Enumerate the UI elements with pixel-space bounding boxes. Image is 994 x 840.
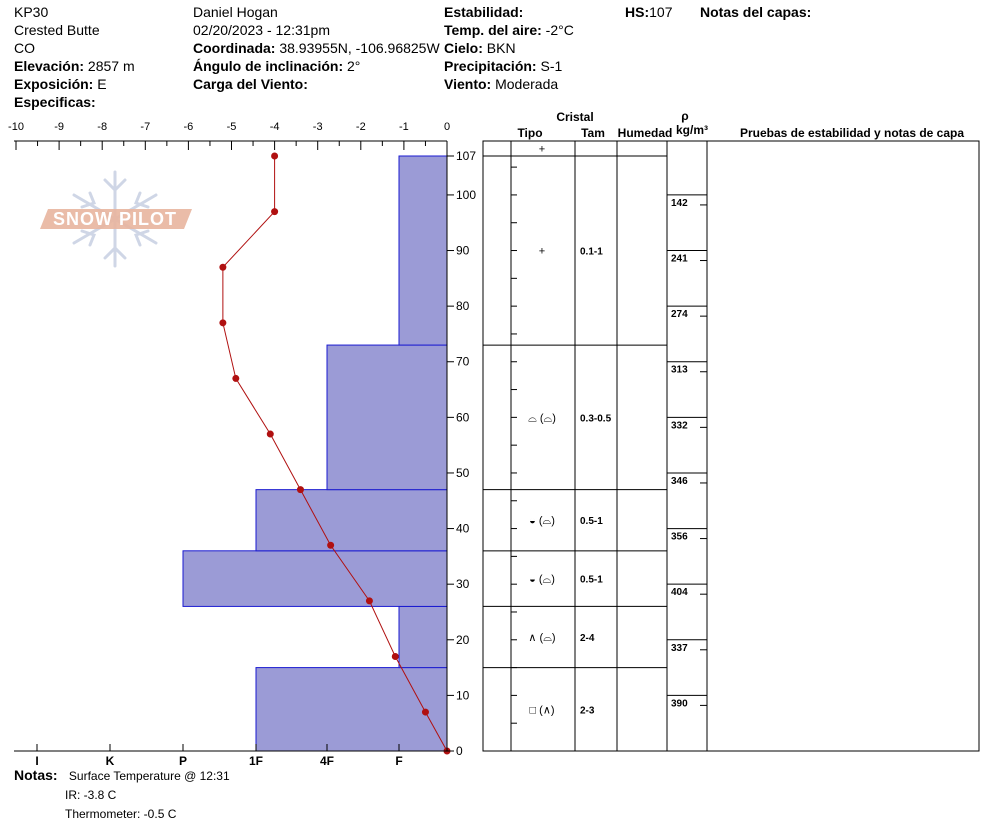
observer: Daniel Hogan (193, 4, 278, 20)
sky-label: Cielo: (444, 40, 483, 56)
density-value-3: 313 (671, 364, 688, 376)
stability-label: Estabilidad: (444, 4, 524, 20)
hardness-tick-label-0: I (35, 754, 39, 768)
hardness-bar-2 (183, 551, 447, 607)
hardness-tick-label-5: F (395, 754, 403, 768)
type-header: Tipo (517, 126, 543, 140)
height-tick-label-8: 80 (456, 299, 470, 314)
layer-size-2: 0.3-0.5 (580, 413, 612, 425)
slope-value: 2° (347, 58, 361, 74)
density-value-8: 337 (671, 642, 688, 654)
temp-tick-label-3: -7 (140, 121, 151, 133)
temp-tick-label-2: -8 (97, 121, 108, 133)
notes-line-2: IR: -3.8 C (65, 788, 117, 802)
notes-line-3: Thermometer: -0.5 C (65, 807, 177, 821)
density-value-7: 404 (671, 587, 688, 599)
temperature-point-4 (232, 375, 239, 382)
elevation-label: Elevación: (14, 58, 85, 74)
wind-value: Moderada (495, 76, 559, 92)
location: Crested Butte (14, 22, 100, 38)
slope-label: Ángulo de inclinación: (193, 58, 344, 74)
temp-tick-label-8: -2 (355, 121, 366, 133)
layer-type-1: + (538, 245, 546, 258)
temperature-point-3 (219, 319, 226, 326)
density-value-9: 390 (671, 698, 688, 710)
specifics-label: Especificas: (14, 94, 96, 110)
layer-type-5: ∧ (⌓) (528, 632, 556, 645)
temperature-point-1 (271, 208, 278, 215)
hardness-tick-label-2: P (178, 754, 188, 768)
hardness-bar-0 (256, 668, 447, 751)
sky-value: BKN (486, 40, 516, 56)
state: CO (14, 40, 35, 56)
density-value-1: 241 (671, 253, 688, 265)
hs-label: HS: (625, 4, 650, 20)
temp-tick-label-10: 0 (443, 121, 451, 133)
hardness-bar-4 (327, 345, 447, 490)
snowpilot-logo (40, 172, 192, 266)
density-value-0: 142 (671, 197, 688, 209)
datetime: 02/20/2023 - 12:31pm (193, 22, 330, 38)
moisture-header: Humedad (617, 126, 673, 140)
hardness-bar-1 (399, 606, 447, 667)
hardness-tick-label-3: 1F (248, 754, 264, 768)
hardness-bar-3 (256, 490, 447, 551)
temperature-point-5 (267, 431, 274, 438)
hardness-tick-label-4: 4F (319, 754, 335, 768)
height-tick-label-2: 20 (456, 632, 470, 647)
height-tick-label-3: 30 (456, 577, 470, 592)
height-tick-label-1: 10 (456, 688, 470, 703)
temp-tick-label-6: -4 (269, 121, 280, 133)
layer-type-4: ◒ (⌓) (529, 573, 555, 586)
temp-tick-label-1: -9 (54, 121, 64, 133)
height-tick-label-11: 107 (456, 149, 477, 163)
temperature-point-8 (366, 597, 373, 604)
layer-size-4: 0.5-1 (580, 574, 603, 586)
air-temp-label: Temp. del aire: (444, 22, 542, 38)
hs-value: 107 (649, 4, 673, 20)
logo-text: SNOW PILOT (53, 209, 177, 229)
layer-type-2: ⌓ (⌓) (528, 412, 556, 425)
wind-loading-label: Carga del Viento: (193, 76, 308, 92)
density-value-2: 274 (671, 309, 688, 321)
density-value-4: 332 (671, 420, 688, 432)
precip-value: S-1 (540, 58, 563, 74)
density-symbol: ρ (681, 109, 689, 123)
layer-type-3: ◒ (⌓) (529, 515, 555, 528)
layer-notes-label: Notas del capas: (700, 4, 812, 20)
temp-tick-label-7: -3 (312, 121, 323, 133)
size-header: Tam (581, 126, 605, 140)
layer-size-5: 2-4 (580, 633, 595, 645)
temperature-point-2 (219, 264, 226, 271)
notes-label: Notas: (14, 767, 58, 783)
coord-label: Coordinada: (193, 40, 276, 56)
layer-size-1: 0.1-1 (580, 246, 603, 258)
temperature-point-9 (392, 653, 399, 660)
temp-tick-label-9: -1 (399, 121, 409, 133)
hardness-bar-5 (399, 156, 447, 345)
height-tick-label-4: 40 (456, 521, 470, 536)
temperature-point-7 (327, 542, 334, 549)
temp-tick-label-4: -6 (183, 121, 194, 133)
wind-label: Viento: (444, 76, 492, 92)
crystal-header: Cristal (556, 110, 594, 124)
aspect-value: E (97, 76, 107, 92)
layer-size-6: 2-3 (580, 705, 595, 717)
height-tick-label-7: 70 (456, 354, 470, 369)
notes (14, 766, 230, 824)
temperature-point-6 (297, 486, 304, 493)
aspect-label: Exposición: (14, 76, 94, 92)
height-tick-label-0: 0 (456, 744, 463, 758)
temperature-point-0 (271, 153, 278, 160)
air-temp-value: -2°C (545, 22, 574, 38)
precip-label: Precipitación: (444, 58, 537, 74)
layer-table (483, 141, 979, 751)
elevation-value: 2857 m (87, 58, 135, 74)
profile-id: KP30 (14, 4, 49, 20)
temp-tick-label-5: -5 (226, 121, 237, 133)
notes-line-1: Surface Temperature @ 12:31 (68, 769, 230, 783)
layer-size-3: 0.5-1 (580, 516, 603, 528)
height-tick-label-10: 100 (456, 187, 477, 202)
temperature-point-10 (422, 709, 429, 716)
height-tick-label-6: 60 (456, 410, 470, 425)
density-value-6: 356 (671, 531, 688, 543)
density-unit: kg/m³ (675, 123, 709, 137)
layer-type-6: □ (∧) (529, 704, 555, 717)
height-tick-label-5: 50 (456, 465, 470, 480)
height-tick-label-9: 90 (456, 243, 470, 258)
layer-type-0: + (538, 143, 546, 156)
hardness-tick-label-1: K (105, 754, 115, 768)
temp-tick-label-0: -10 (8, 121, 24, 133)
density-value-5: 346 (671, 475, 688, 487)
stability-notes-header: Pruebas de estabilidad y notas de capa (739, 126, 965, 140)
coord-value: 38.93955N, -106.96825W (279, 40, 440, 56)
